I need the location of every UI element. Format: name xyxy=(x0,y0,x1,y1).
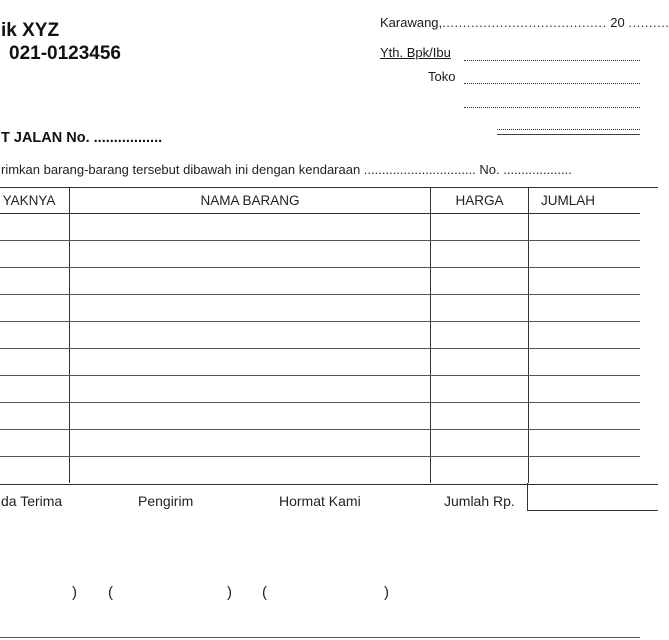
table-row xyxy=(0,348,640,349)
table-row xyxy=(0,240,640,241)
year-dots: .......... xyxy=(628,15,669,30)
table-row xyxy=(0,456,640,457)
shop-field xyxy=(464,83,640,84)
header-price: HARGA xyxy=(455,193,504,208)
header-amount: JUMLAH xyxy=(541,193,596,208)
column-divider-qty xyxy=(69,187,70,483)
signature-open-2: ( xyxy=(108,584,113,601)
company-name: ik XYZ xyxy=(1,20,60,41)
year-prefix: 20 xyxy=(610,15,625,30)
table-row xyxy=(0,294,640,295)
address-field-1 xyxy=(464,107,640,108)
address-underline xyxy=(497,134,640,135)
signature-close-1: ) xyxy=(72,584,77,601)
table-row xyxy=(0,402,640,403)
table-header-rule xyxy=(0,213,640,214)
table-row xyxy=(0,375,640,376)
signature-close-3: ) xyxy=(384,584,389,601)
total-label: Jumlah Rp. xyxy=(444,493,515,509)
signature-close-2: ) xyxy=(227,584,232,601)
document-title: T JALAN No. ................. xyxy=(1,130,163,146)
page-bottom-rule xyxy=(0,637,640,638)
intro-text: rimkan barang-barang tersebut dibawah ini dengan kendaraan ............................... No. ................... xyxy=(1,162,572,177)
total-field xyxy=(527,483,658,511)
table-row xyxy=(0,321,640,322)
column-divider-price xyxy=(528,187,529,483)
header-item-name: NAMA BARANG xyxy=(200,193,300,208)
shop-label: Toko xyxy=(428,69,456,84)
table-row xyxy=(0,429,640,430)
company-phone: 021-0123456 xyxy=(9,43,121,64)
table-row xyxy=(0,267,640,268)
column-divider-name xyxy=(430,187,431,483)
place-dots: ........................................ xyxy=(442,15,607,30)
addressee-label: Yth. Bpk/Ibu xyxy=(380,45,451,60)
signature-open-3: ( xyxy=(262,584,267,601)
goods-table xyxy=(0,187,658,485)
addressee-line xyxy=(380,45,451,60)
received-by-label: da Terima xyxy=(1,493,63,509)
address-field-2 xyxy=(497,129,640,130)
sender-label: Pengirim xyxy=(138,493,194,509)
regards-label: Hormat Kami xyxy=(279,493,361,509)
place-date-line xyxy=(380,15,669,30)
addressee-field xyxy=(464,60,640,61)
place-label: Karawang, xyxy=(380,15,443,30)
header-quantity: YAKNYA xyxy=(2,193,56,208)
